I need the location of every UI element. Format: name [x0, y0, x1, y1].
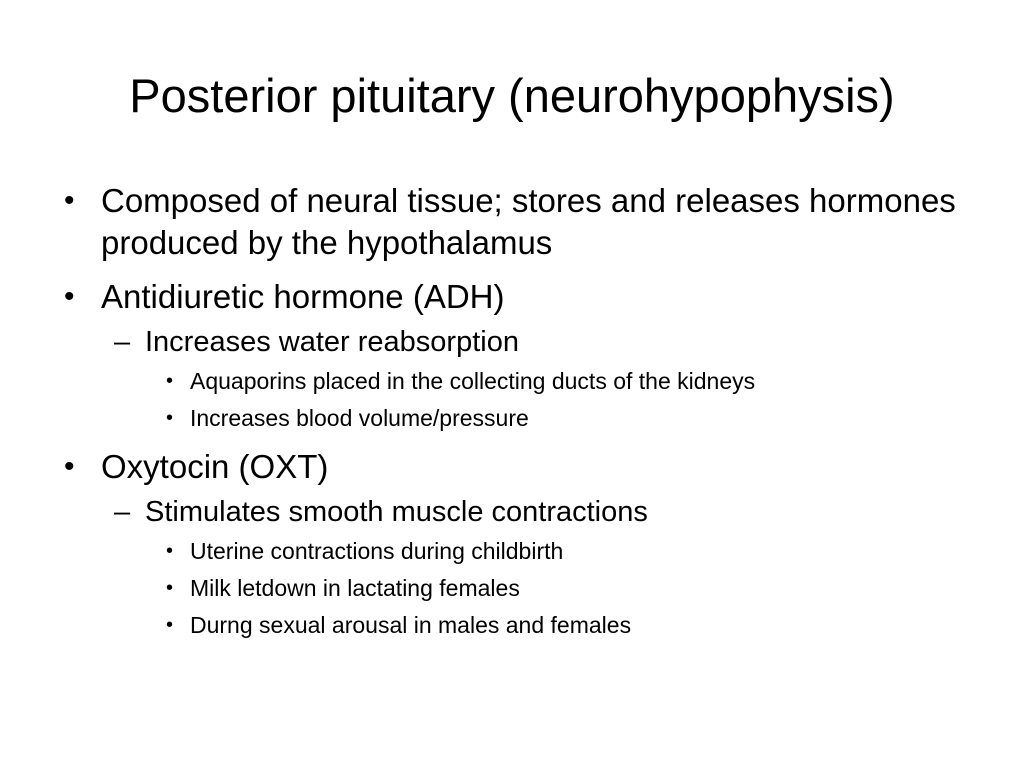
sub-sub-bullet-item — [60, 403, 960, 433]
bullet-item — [60, 446, 960, 488]
sub-sub-bullet-text: Uterine contractions during childbirth — [190, 538, 564, 564]
bullet-text: Antidiuretic hormone (ADH) — [101, 278, 505, 315]
sub-bullet-text: Stimulates smooth muscle contractions — [145, 496, 648, 528]
bullet-marker: • — [64, 184, 75, 217]
sub-bullet-item — [60, 494, 960, 530]
bullet-item — [60, 276, 960, 318]
bullet-marker: • — [166, 614, 174, 636]
bullet-text: Oxytocin (OXT) — [101, 448, 329, 485]
sub-sub-bullet-item — [60, 573, 960, 603]
dash-marker: – — [114, 326, 131, 358]
sub-bullet-item — [60, 324, 960, 360]
bullet-marker: • — [166, 370, 174, 392]
bullet-marker: • — [64, 450, 75, 483]
sub-bullet-text: Increases water reabsorption — [145, 326, 519, 358]
bullet-marker: • — [166, 540, 174, 562]
bullet-marker: • — [166, 577, 174, 599]
bullet-list — [60, 180, 960, 647]
bullet-marker: • — [64, 280, 75, 313]
sub-sub-bullet-text: Aquaporins placed in the collecting ducts of the kidneys — [190, 368, 756, 394]
slide-title: Posterior pituitary (neurohypophysis) — [129, 69, 895, 122]
dash-marker: – — [114, 496, 131, 528]
bullet-item — [60, 180, 960, 264]
bullet-text: Composed of neural tissue; stores and releases hormones produced by the hypothalamus — [101, 182, 956, 261]
sub-sub-bullet-item — [60, 536, 960, 566]
sub-sub-bullet-text: Durng sexual arousal in males and females — [190, 612, 632, 638]
sub-sub-bullet-item — [60, 366, 960, 396]
sub-sub-bullet-text: Milk letdown in lactating females — [190, 575, 520, 601]
sub-sub-bullet-item — [60, 610, 960, 640]
sub-sub-bullet-text: Increases blood volume/pressure — [190, 405, 529, 431]
bullet-marker: • — [166, 407, 174, 429]
